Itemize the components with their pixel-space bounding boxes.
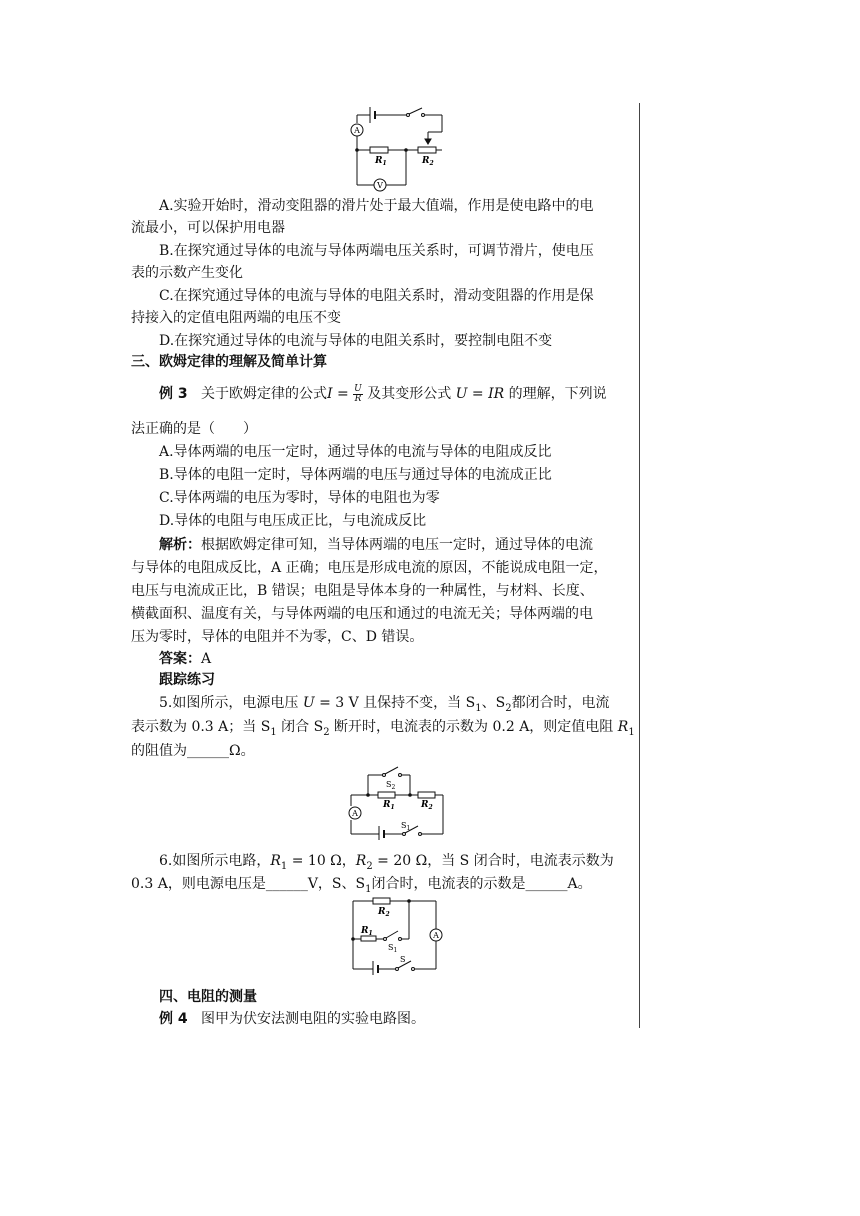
example-3-line1: 例 3 关于欧姆定律的公式I = $\frac{U}{R}$ 及其变形公式 U = IR 的理解，下列说 — [159, 383, 607, 404]
example-3-option-c: C.导体两端的电压为零时，导体的电阻也为零 — [159, 490, 440, 506]
circuit-figure-1 — [340, 100, 450, 192]
prev-option-d: D.在探究通过导体的电流与导体的电阻关系时，要控制电阻不变 — [159, 333, 553, 349]
r2-label: $R_2$ — [422, 156, 434, 167]
r1-label: $R_1$ — [375, 156, 387, 167]
analysis-line4: 横截面积、温度有关，与导体两端的电压和通过的电流无关；导体两端的电 — [131, 606, 593, 622]
example-3-line2: 法正确的是（ ） — [131, 421, 257, 437]
fig5-r1-label: $R_1$ — [383, 800, 395, 811]
fig6-ammeter-label: A — [433, 931, 439, 940]
analysis-line2: 与导体的电阻成反比，A 正确；电压是形成电流的原因，不能说成电阻一定， — [131, 560, 608, 576]
prev-option-b-line2: 表的示数产生变化 — [131, 265, 243, 281]
page-margin-rule — [639, 103, 640, 1028]
circuit-figure-6 — [348, 893, 444, 975]
prev-option-a-line1: A.实验开始时，滑动变阻器的滑片处于最大值端，作用是使电路中的电 — [159, 198, 594, 214]
fig6-s-label: S — [400, 955, 406, 964]
analysis-line5: 压为零时，导体的电阻并不为零，C、D 错误。 — [131, 629, 424, 645]
section-4-title: 四、电阻的测量 — [159, 989, 257, 1005]
formula-fraction: $\frac{U}{R}$ — [354, 383, 362, 404]
q5-line3: 的阻值为______Ω。 — [131, 743, 255, 759]
prev-option-b-line1: B.在探究通过导体的电流与导体两端电压关系时，可调节滑片，使电压 — [159, 243, 594, 259]
circuit-figure-5 — [343, 760, 449, 840]
s2-label: $S_2$ — [386, 780, 396, 791]
q5-line1: 5.如图所示，电源电压 U = 3 V 且保持不变，当 $S_1$、$S_2$都闭合时，电流 — [159, 695, 610, 714]
practice-title: 跟踪练习 — [159, 672, 215, 688]
s1-label: $S_1$ — [401, 821, 411, 832]
example-3-option-d: D.导体的电阻与电压成正比，与电流成反比 — [159, 513, 427, 529]
prev-option-a-line2: 流最小，可以保护用电器 — [131, 220, 285, 236]
example-3-option-a: A.导体两端的电压一定时，通过导体的电流与导体的电阻成反比 — [159, 444, 552, 460]
fig6-r1-label: $R_1$ — [361, 926, 373, 937]
analysis-line3: 电压与电流成正比，B 错误；电阻是导体本身的一种属性，与材料、长度、 — [131, 583, 594, 599]
prev-option-c-line2: 持接入的定值电阻两端的电压不变 — [131, 310, 341, 326]
prev-option-c-line1: C.在探究通过导体的电流与导体的电阻关系时，滑动变阻器的作用是保 — [159, 288, 594, 304]
example-3-label: 例 3 — [159, 386, 188, 402]
analysis-line1: 解析：根据欧姆定律可知，当导体两端的电压一定时，通过导体的电流 — [159, 537, 593, 553]
ammeter-label: A — [354, 126, 360, 135]
fig5-ammeter-label: A — [352, 809, 358, 818]
answer-line: 答案：A — [159, 651, 212, 667]
q5-line2: 表示数为 0.3 A；当 $S_1$ 闭合 $S_2$ 断开时，电流表的示数为 0.2 A，则定值电阻 $R_1$ — [131, 719, 635, 738]
q6-line1: 6.如图所示电路，$R_1 = 10$ Ω，$R_2 = 20$ Ω，当 S 闭合时，电流表示数为 — [159, 853, 614, 872]
voltmeter-label: V — [377, 181, 383, 190]
fig6-s1-label: $S_1$ — [388, 943, 398, 954]
fig6-r2-label: $R_2$ — [378, 907, 390, 918]
q6-line2: 0.3 A，则电源电压是______V，S、$S_1$闭合时，电流表的示数是______A。 — [131, 876, 592, 895]
example-3-option-b: B.导体的电阻一定时，导体两端的电压与通过导体的电流成正比 — [159, 467, 552, 483]
section-3-title: 三、欧姆定律的理解及简单计算 — [131, 354, 327, 370]
example-4-line: 例 4 图甲为伏安法测电阻的实验电路图。 — [159, 1011, 425, 1027]
fig5-r2-label: $R_2$ — [421, 800, 433, 811]
